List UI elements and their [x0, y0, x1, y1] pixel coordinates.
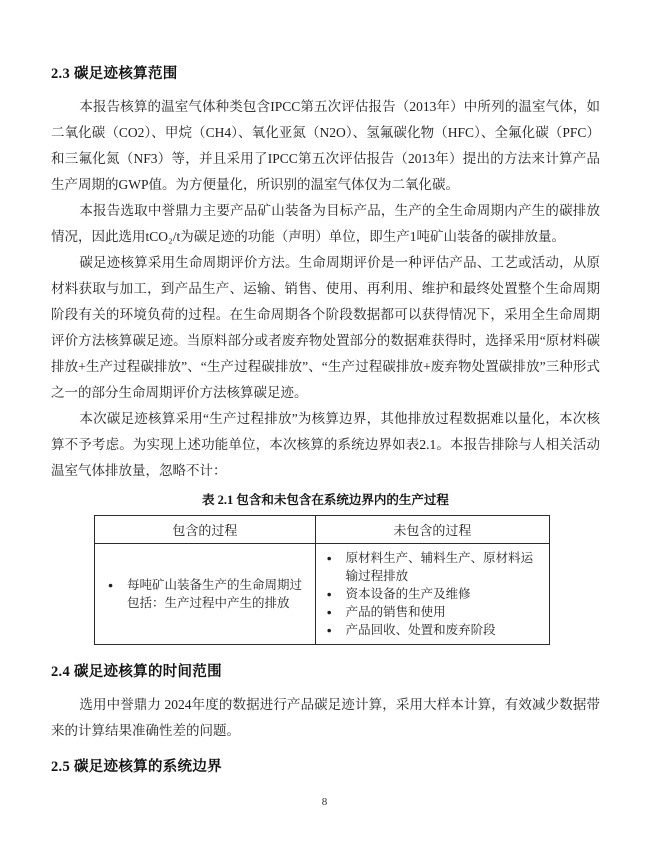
paragraph-lca-method: 碳足迹核算采用生命周期评价方法。生命周期评价是一种评估产品、工艺或活动，从原材料获取与加工，到产品生产、运输、销售、使用、再利用、维护和最终处置整个生命周期阶段有关的环境负荷的过程。在生命周期各个阶段数据都可以获得情况下，采用全生命周期评价方法核算碳足迹。当原料部分或者废弃物处置部分的数据难获得时，选择采用“原材料碳排放+生产过程碳排放”、“生产过程碳排放”、“生产过程碳排放+废弃物处置碳排放”三种形式之一的部分生命周期评价方法核算碳足迹。: [51, 255, 600, 400]
bullet-icon: ●: [326, 589, 332, 599]
bullet-icon: ●: [108, 580, 114, 590]
excluded-item-text: 原材料生产、辅料生产、原材料运输过程排放: [345, 551, 534, 583]
excluded-item-text: 产品的销售和使用: [345, 605, 446, 619]
bullet-icon: ●: [326, 607, 332, 617]
section-heading-2-5: 2.5 碳足迹核算的系统边界: [51, 759, 222, 775]
table-header-excluded: 未包含的过程: [315, 516, 549, 544]
included-item-text: 每吨矿山装备生产的生命周期过包括：生产过程中产生的排放: [127, 578, 303, 610]
section-heading-2-3: 2.3 碳足迹核算范围: [51, 66, 178, 82]
paragraph-functional-unit: 本报告选取中誉鼎力主要产品矿山装备为目标产品，生产的全生命周期内产生的碳排放情况，因此选用tCO₂/t为碳足迹的功能（声明）单位，即生产1吨矿山装备的碳排放量。: [51, 203, 600, 244]
list-item: [322, 585, 543, 603]
paragraph-time-scope: 选用中誉鼎力 2024年度的数据进行产品碳足迹计算，采用大样本计算，有效减少数据带来的计算结果准确性差的问题。: [51, 697, 600, 738]
table-header-row: [95, 516, 550, 544]
list-item: [103, 576, 305, 612]
excluded-item-text: 产品回收、处置和废弃阶段: [345, 623, 496, 637]
table-body-row: [95, 544, 550, 645]
list-item: [322, 549, 543, 585]
system-boundary-table: [94, 515, 550, 645]
page-content: [51, 64, 600, 777]
page-number: 8: [321, 796, 328, 808]
table-caption: 表 2.1 包含和未包含在系统边界内的生产过程: [202, 493, 449, 507]
list-item: [322, 621, 543, 639]
bullet-icon: ●: [326, 625, 332, 635]
included-processes-cell: [95, 544, 316, 645]
section-heading-2-4: 2.4 碳足迹核算的时间范围: [51, 664, 222, 680]
excluded-item-text: 资本设备的生产及维修: [345, 587, 471, 601]
paragraph-greenhouse-gas-types: 本报告核算的温室气体种类包含IPCC第五次评估报告（2013年）中所列的温室气体，如二氧化碳（CO2）、甲烷（CH4）、氧化亚氮（N2O）、氢氟碳化物（HFC）、全氟化碳（PFC）和三氟化氮（NF3）等，并且采用了IPCC第五次评估报告（2013年）提出的方法来计算产品生产周期的GWP值。为方便量化，所识别的温室气体仅为二氧化碳。: [51, 99, 600, 192]
excluded-processes-cell: [315, 544, 549, 645]
bullet-icon: ●: [326, 553, 332, 563]
paragraph-accounting-boundary: 本次碳足迹核算采用“生产过程排放”为核算边界，其他排放过程数据难以量化，本次核算不予考虑。为实现上述功能单位，本次核算的系统边界如表2.1。本报告排除与人相关活动温室气体排放量，忽略不计：: [51, 411, 600, 478]
list-item: [322, 603, 543, 621]
table-header-included: 包含的过程: [95, 516, 316, 544]
